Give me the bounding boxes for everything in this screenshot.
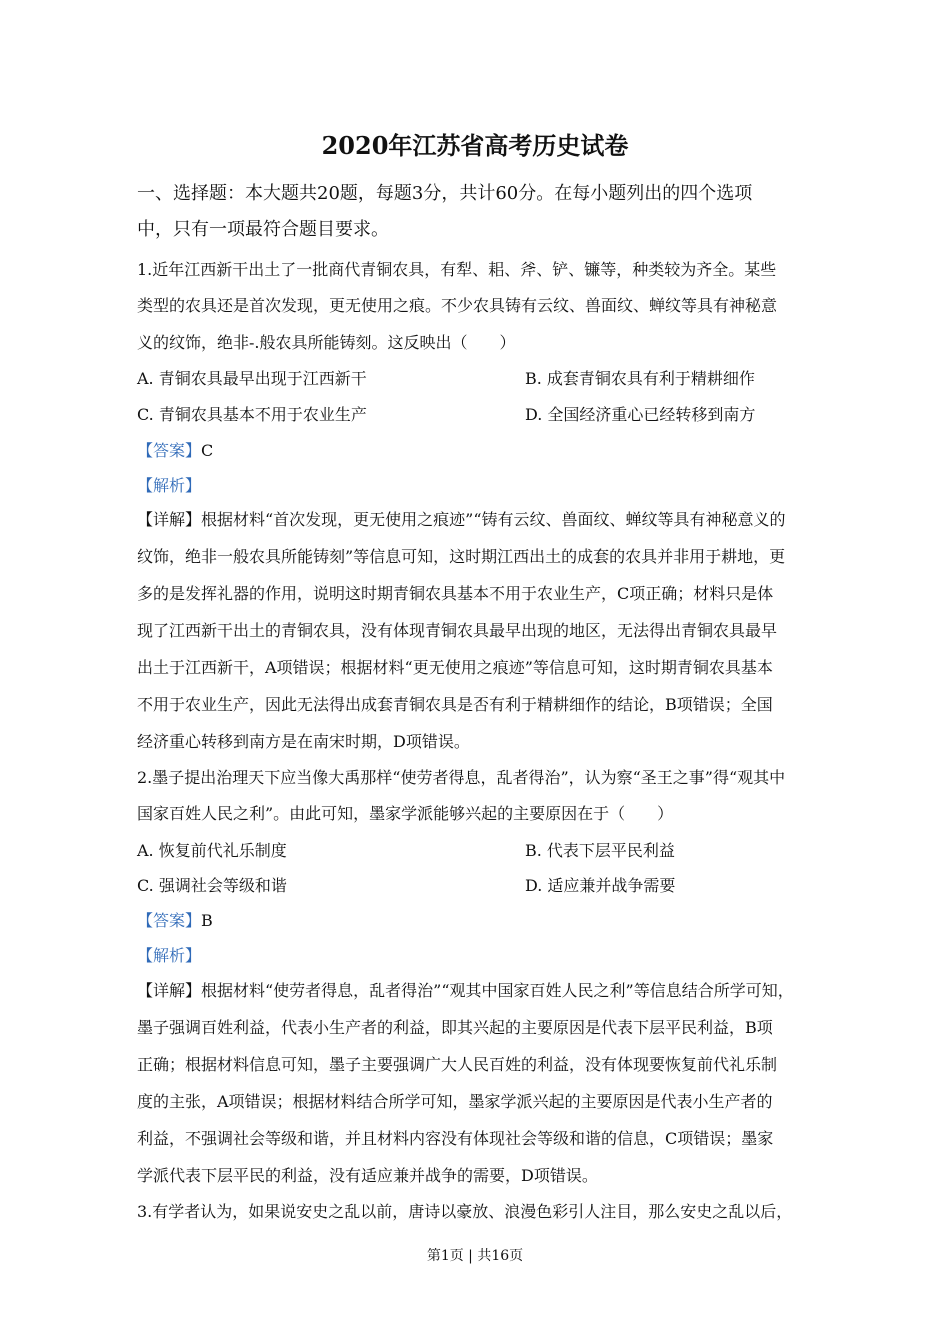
q2-option-d: D. 适应兼并战争需要	[525, 876, 676, 895]
section-heading-line-1: 一、选择题：本大题共20题，每题3分，共计60分。在每小题列出的四个选项	[137, 183, 753, 204]
q1-detail-line: 经济重心转移到南方是在南宋时期，D项错误。	[137, 732, 470, 751]
q3-stem-line: 3.有学者认为，如果说安史之乱以前，唐诗以豪放、浪漫色彩引人注目，那么安史之乱以后，	[137, 1202, 793, 1221]
q2-answer	[137, 908, 827, 931]
answer-value: B	[201, 911, 213, 930]
q2-option-a: A. 恢复前代礼乐制度	[137, 841, 287, 860]
q2-detail-line: 度的主张，A项错误；根据材料结合所学可知，墨家学派兴起的主要原因是代表小生产者的	[137, 1092, 773, 1111]
q2-detail-line: 墨子强调百姓利益，代表小生产者的利益，即其兴起的主要原因是代表下层平民利益，B项	[137, 1018, 773, 1037]
page-footer: 第1页 | 共16页	[426, 1248, 524, 1264]
q1-detail-line: 【详解】根据材料“首次发现，更无使用之痕迹”“铸有云纹、兽面纹、蝉纹等具有神秘意义的	[137, 510, 786, 529]
q2-option-b: B. 代表下层平民利益	[525, 841, 675, 860]
q1-stem-line: 1.近年江西新干出土了一批商代青铜农具，有犁、耜、斧、铲、镰等，种类较为齐全。某些	[137, 260, 777, 279]
q2-detail-line: 学派代表下层平民的利益，没有适应兼并战争的需要，D项错误。	[137, 1166, 598, 1185]
q1-option-d: D. 全国经济重心已经转移到南方	[525, 405, 756, 424]
q1-detail-line: 纹饰，绝非一般农具所能铸刻”等信息可知，这时期江西出土的成套的农具并非用于耕地，更	[137, 547, 786, 566]
q2-detail-line: 利益，不强调社会等级和谐，并且材料内容没有体现社会等级和谐的信息，C项错误；墨家	[137, 1129, 774, 1148]
q1-detail-line: 现了江西新干出土的青铜农具，没有体现青铜农具最早出现的地区，无法得出青铜农具最早	[137, 621, 778, 640]
analysis-tag: 【解析】	[137, 946, 202, 965]
q2-option-c: C. 强调社会等级和谐	[137, 876, 287, 895]
answer-tag: 【答案】	[137, 911, 202, 930]
q2-detail-line: 正确；根据材料信息可知，墨子主要强调广大人民百姓的利益，没有体现要恢复前代礼乐制	[137, 1055, 778, 1074]
q1-detail-line: 出土于江西新干，A项错误；根据材料“更无使用之痕迹”等信息可知，这时期青铜农具基本	[137, 658, 773, 677]
answer-value: C	[201, 441, 214, 460]
q1-detail-line: 不用于农业生产，因此无法得出成套青铜农具是否有利于精耕细作的结论，B项错误；全国	[137, 695, 773, 714]
q1-answer	[137, 438, 827, 461]
section-heading-line-2: 中，只有一项最符合题目要求。	[137, 219, 389, 240]
answer-tag: 【答案】	[137, 441, 202, 460]
q2-stem-line: 国家百姓人民之利”。由此可知，墨家学派能够兴起的主要原因在于（ ）	[137, 804, 674, 823]
q2-stem-line: 2.墨子提出治理天下应当像大禹那样“使劳者得息，乱者得治”，认为察“圣王之事”得“观其中	[137, 768, 786, 787]
q1-detail-line: 多的是发挥礼器的作用，说明这时期青铜农具基本不用于农业生产，C项正确；材料只是体	[137, 584, 774, 603]
q1-option-c: C. 青铜农具基本不用于农业生产	[137, 405, 367, 424]
q1-stem-line: 类型的农具还是首次发现，更无使用之痕。不少农具铸有云纹、兽面纹、蝉纹等具有神秘意	[137, 296, 778, 315]
analysis-tag: 【解析】	[137, 476, 202, 495]
q1-stem-line: 义的纹饰，绝非-.般农具所能铸刻。这反映出（ ）	[137, 333, 516, 352]
exam-title: 2020年江苏省高考历史试卷	[321, 131, 629, 160]
q1-analysis-tag	[137, 473, 827, 496]
q1-option-b: B. 成套青铜农具有利于精耕细作	[525, 369, 755, 388]
q1-option-a: A. 青铜农具最早出现于江西新干	[137, 369, 367, 388]
q2-analysis-tag	[137, 943, 827, 966]
q2-detail-line: 【详解】根据材料“使劳者得息，乱者得治”“观其中国家百姓人民之利”等信息结合所学可知，	[137, 981, 794, 1000]
